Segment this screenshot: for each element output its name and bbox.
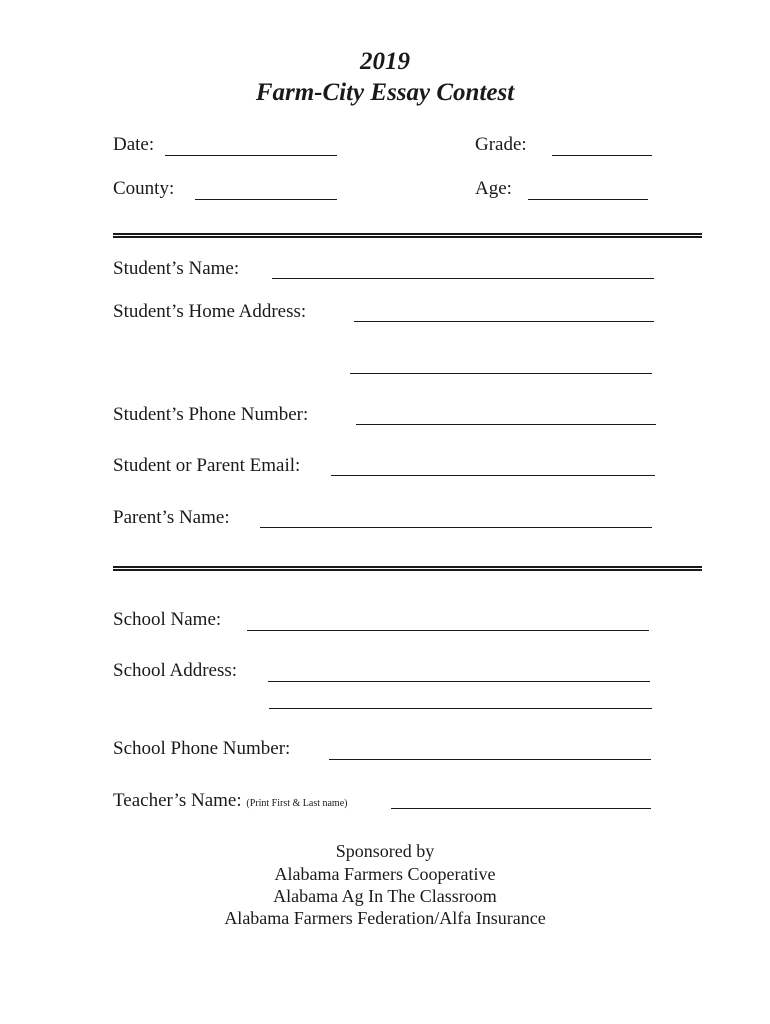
sponsor-line: Alabama Ag In The Classroom (273, 886, 497, 906)
teacher-name-text: Teacher’s Name: (113, 790, 242, 811)
form-year: 2019 (360, 48, 410, 75)
grade-field[interactable] (552, 155, 652, 156)
sponsor-line: Alabama Farmers Federation/Alfa Insurance (224, 908, 546, 928)
sponsored-by: Sponsored by (335, 841, 435, 861)
grade-label: Grade: (475, 134, 527, 155)
student-phone-label: Student’s Phone Number: (113, 404, 309, 425)
county-label: County: (113, 178, 175, 199)
student-address-label: Student’s Home Address: (113, 301, 307, 322)
teacher-name-hint: (Print First & Last name) (246, 798, 348, 809)
section-divider (113, 233, 702, 241)
student-phone-field[interactable] (356, 424, 656, 425)
email-field[interactable] (331, 475, 655, 476)
school-phone-label: School Phone Number: (113, 738, 291, 759)
school-address-label: School Address: (113, 660, 238, 681)
age-field[interactable] (528, 199, 648, 200)
student-address-field-line2[interactable] (350, 373, 652, 374)
parent-name-label: Parent’s Name: (113, 507, 230, 528)
school-address-field-line2[interactable] (269, 708, 652, 709)
school-address-field[interactable] (268, 681, 650, 682)
section-divider (113, 566, 702, 574)
date-label: Date: (113, 134, 155, 155)
student-name-field[interactable] (272, 278, 654, 279)
date-field[interactable] (165, 155, 337, 156)
teacher-name-label (113, 790, 347, 812)
school-name-label: School Name: (113, 609, 222, 630)
student-name-label: Student’s Name: (113, 258, 240, 279)
parent-name-field[interactable] (260, 527, 652, 528)
school-name-field[interactable] (247, 630, 649, 631)
student-address-field[interactable] (354, 321, 654, 322)
form-title: Farm-City Essay Contest (255, 79, 515, 106)
age-label: Age: (475, 178, 512, 199)
school-phone-field[interactable] (329, 759, 651, 760)
email-label: Student or Parent Email: (113, 455, 301, 476)
sponsor-line: Alabama Farmers Cooperative (274, 864, 496, 884)
county-field[interactable] (195, 199, 337, 200)
teacher-name-field[interactable] (391, 808, 651, 809)
